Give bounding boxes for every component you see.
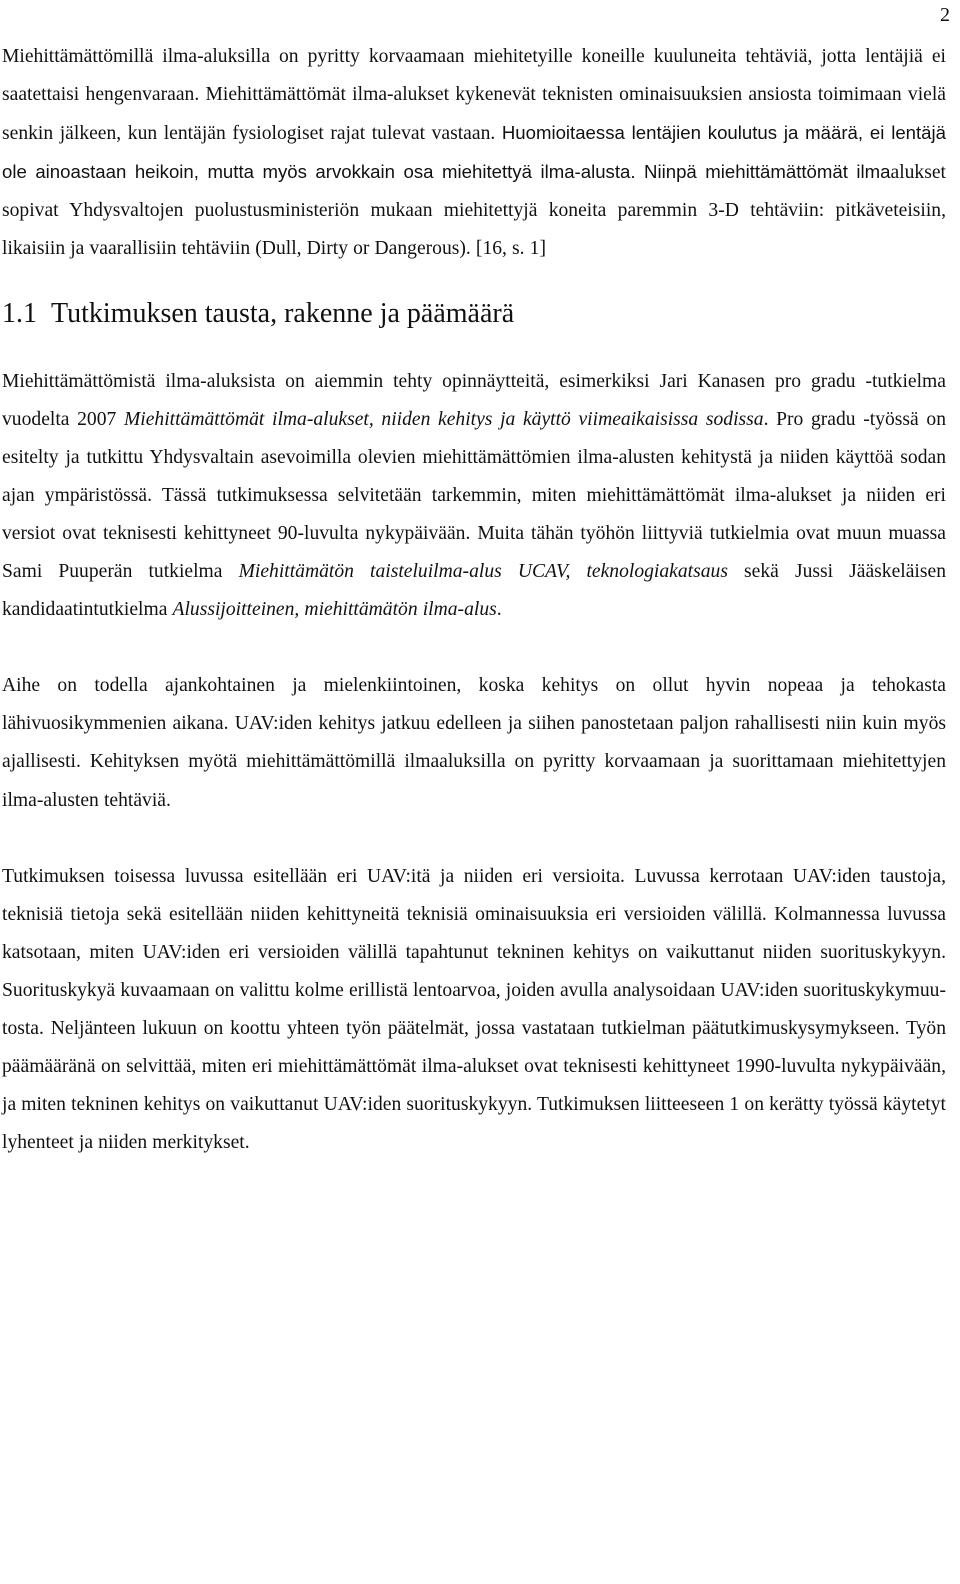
cited-title-kananen: Miehittämättömät ilma-alukset, niiden kehitys ja käyttö viimeaikaisissa sodissa bbox=[123, 408, 764, 430]
paragraph-background bbox=[2, 363, 946, 630]
paragraph-topicality: Aihe on todella ajankohtainen ja mielenkiintoinen, koska kehitys on ollut hyvin nopeaa ja tehokasta lähivuosikymmenien aikana. UAV:iden kehitys jatkuu edelleen ja siihen panostetaan paljon rahallisesti niin kuin myös ajallisesti. Kehityksen myötä miehittämättömillä ilmaaluksilla on pyritty korvaamaan ja suorittamaan miehitettyjen ilma-alusten tehtäviä. bbox=[2, 675, 946, 811]
paragraph-background-part-d: . bbox=[496, 599, 502, 621]
paragraph-intro-part-2: Huomioitaessa lentäjien koulutus ja määrä, ei lentäjä ole ainoastaan heikoin, mutta myös arvokkain osa miehitettyä ilma-alusta. Niinpä miehittämättömät ilma bbox=[2, 122, 946, 183]
document-body bbox=[2, 38, 946, 1162]
page-number: 2 bbox=[940, 4, 950, 26]
cited-title-puupera: Miehittämätön taisteluilma-alus UCAV, teknologiakatsaus bbox=[238, 561, 728, 583]
paragraph-intro bbox=[2, 38, 946, 269]
paragraph-background-part-a: Miehittämättömistä ilma-aluksista on aiemmin tehty opinnäytteitä, esimerkiksi Jari Kanasen pro gradu -tutkielma vuodelta 2007 bbox=[2, 370, 946, 430]
paragraph-background-part-b: . Pro gradu -työssä on esitelty ja tutkittu Yhdysvaltain asevoimilla olevien miehittämättömien ilma-alusten kehitystä ja niiden käyttöä sodan ajan ympäristössä. Tässä tutkimuksessa selvitetään tarkemmin, miten miehittämättömät ilma-alukset ja niiden eri versiot ovat teknisesti kehittyneet 90-luvulta nykypäivään. Muita tähän työhön liittyviä tutkielmia ovat muun muassa Sami Puuperän tutkielma bbox=[2, 408, 946, 583]
cited-title-jaaskelainen: Alussijoitteinen, miehittämätön ilma-alus bbox=[172, 599, 497, 621]
section-title: Tutkimuksen tausta, rakenne ja päämäärä bbox=[51, 297, 515, 329]
paragraph-intro-part-1: Miehittämättömillä ilma-aluksilla on pyritty korvaamaan miehitetyille koneille kuuluneita tehtäviä, jotta lentäjiä ei saatettaisi hengenvaraan. Miehittämättömät ilma-alukset kykenevät teknisten ominaisuuksien ansiosta toimimaan vielä senkin jälkeen, kun lentäjän fysiologiset rajat tulevat vastaan. bbox=[2, 46, 946, 145]
paragraph-background-part-c: sekä Jussi Jääskeläisen kandidaatintutkielma bbox=[2, 561, 946, 621]
section-heading bbox=[2, 297, 946, 331]
paragraph-structure: Tutkimuksen toisessa luvussa esitellään eri UAV:itä ja niiden eri versioita. Luvussa kerrotaan UAV:iden taustoja, teknisiä tietoja sekä esitellään niiden kehittyneitä teknisiä ominaisuuksia eri versioiden välillä. Kolmannessa luvussa katsotaan, miten UAV:iden eri versioiden välillä tapahtunut tekninen kehitys on vaikuttanut niiden suorituskykyyn. Suorituskykyä kuvaamaan on valittu kolme erillistä lentoarvoa, joiden avulla analysoidaan UAV:iden suorituskykymuutosta. Neljänteen lukuun on koottu yhteen työn päätelmät, jossa vastataan tutkielman päätutkimuskysymykseen. Työn päämääränä on selvittää, miten eri miehittämättömät ilma-alukset ovat teknisesti kehittyneet 1990-luvulta nykypäivään, ja miten tekninen kehitys on vaikuttanut UAV:iden suorituskykyyn. Tutkimuksen liitteeseen 1 on kerätty työssä käytetyt lyhenteet ja niiden merkitykset. bbox=[2, 865, 946, 1154]
section-number: 1.1 bbox=[2, 297, 37, 329]
paragraph-intro-part-3: alukset sopivat Yhdysvaltojen puolustusministeriön mukaan miehitettyjä koneita paremmin 3-D tehtäviin: pitkäveteisiin, likaisiin ja vaarallisiin tehtäviin (Dull, Dirty or Dangerous). [16, s. 1] bbox=[2, 162, 946, 260]
